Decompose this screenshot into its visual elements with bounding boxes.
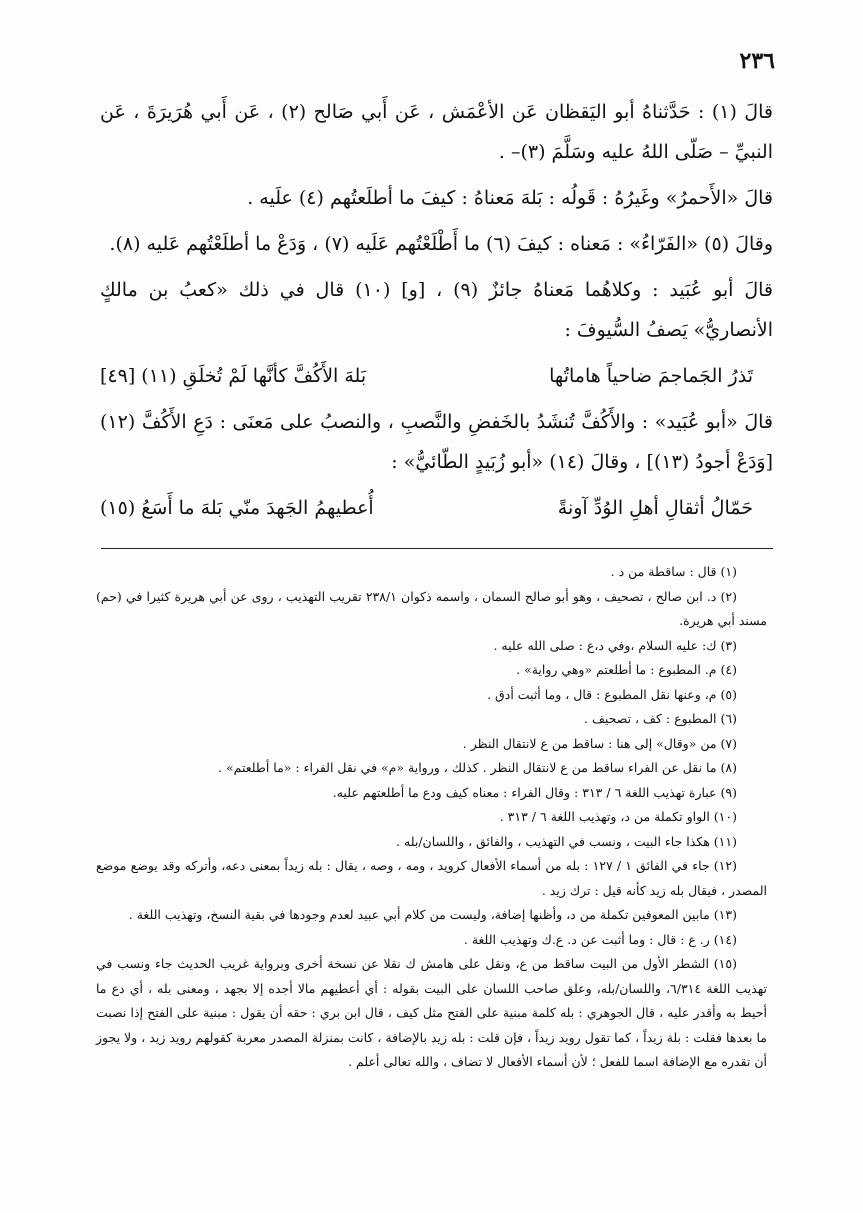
- footnote: (١٣) مابين المعوفين تكملة من د، وأظنها إضافة، وليست من كلام أبي عبيد لعدم وجودها في بقية النسخ، وتهذيب اللغة .: [128, 907, 737, 922]
- footnote: (١٤) ر. ع : قال : وما أثبت عن د. ع.ك وتهذيب اللغة .: [463, 931, 737, 947]
- paragraph-farra: وقالَ (٥) «الفَرّاءُ» : مَعناه : كيفَ (٦) ما أَطْلَعْتُهم عَلَيه (٧) ، وَدَعْ ما أطلَعْتُهم عَليه (٨).: [109, 233, 773, 255]
- page-number: ٢٣٦: [739, 48, 775, 74]
- main-text: [100, 92, 773, 534]
- verse-second-hemistich: بَلهَ الأَكُفَّ كأنَّها لَمْ تُخلَقِ (١١) [٤٩]: [100, 365, 367, 387]
- verse-first-hemistich: حَمّالُ أثقالِ أهلِ الوُدِّ آونةً: [557, 497, 753, 519]
- footnote: (٦) المطبوع : كف ، تصحيف .: [584, 711, 737, 726]
- footnote: (٢) د. ابن صالح ، تصحيف ، وهو أبو صالح السمان ، واسمه ذكوان ٢٣٨/١ تقريب التهذيب ، روى عن أبي هريرة كثيرا في (حم) مسند أبي هريرة.: [96, 588, 767, 628]
- footnote: (٤) م. المطبوع : ما أطلعتم «وهي رواية» .: [516, 662, 737, 677]
- footnote-separator: [101, 548, 773, 549]
- paragraph-grammar: قالَ «أبو عُبَيد» : والأَكُفَّ تُنشَدُ بالخَفضِ والنَّصبِ ، والنصبُ على مَعنَى : دَعِ الأَكُفَّ (١٢) [وَدَعْ أجودُ (١٣)] ، وقالَ (١٤) «أبو زُبَيدٍ الطّائيُّ» :: [100, 411, 773, 473]
- verse-abu-zubaid: [100, 488, 753, 528]
- footnote: (٧) من «وقال» إلى هنا : ساقط من ع لانتقال النظر .: [462, 735, 737, 751]
- verse-kaab: [100, 356, 753, 396]
- paragraph-ahmar: قالَ «الأَحمرُ» وغَيرُهُ : قَولُه : بَلهَ مَعناهُ : كيفَ ما أطلَعتُهم (٤) علَيه .: [247, 187, 773, 209]
- footnote: (١٠) الواو تكملة من د، وتهذيب اللغة ٦ / ٣١٣ .: [499, 809, 737, 824]
- footnotes: [96, 560, 767, 1075]
- footnote: (٨) ما نقل عن الفراء ساقط من ع لانتقال النظر . كذلك ، ورواية «م» في نقل الفراء : «ما أطلعتم» .: [218, 760, 737, 775]
- footnote: (١٥) الشطر الأول من البيت ساقط من ع، ونقل على هامش ك نقلا عن نسخة أخرى وبرواية غريب الحديث جاء ونسب في تهذيب اللغة ٦/٣١٤، واللسان/بله، وعلق صاحب اللسان على البيت بقوله : أي أعطيهم مالا أجده إلا بجهد ، ومعنى بله ، أي دع ما أحيط به وأقدر عليه ، قال الجوهري : بله كلمة مبنية على الفتح مثل كيف ، قال ابن بري : حقه أن يقول : مبنية على الفتح إذا نصبت ما بعدها فقلت : بلة زيداً ، كما تقول رويد زيداً ، فإن قلت : بله زيد بالإضافة ، كانت بمنزلة المصدر معربة كقولهم رويد زيد ، ولا يجوز أن تقدره مع الإضافة اسما للفعل ؛ لأن أسماء الأفعال لا تضاف ، والله تعالى أعلم .: [96, 956, 767, 1069]
- footnote: (٣) ك: عليه السلام ،وفي د،ع : صلى الله عليه .: [493, 637, 737, 653]
- verse-second-hemistich: أُعطيهمُ الجَهدَ منّي بَلهَ ما أَسَعُ (١٥): [100, 497, 374, 519]
- footnote: (١١) هكذا جاء البيت ، ونسب في التهذيب ، والفائق ، واللسان/بله .: [396, 833, 737, 849]
- verse-first-hemistich: تَذرُ الجَماجمَ ضاحياً هاماتُها: [549, 365, 753, 387]
- footnote: (٥) م، وعنها نقل المطبوع : قال ، وما أثبت أدق .: [487, 686, 737, 702]
- paragraph-abu-ubaid: قالَ أبو عُبَيد : وكلاهُما مَعناهُ جائزٌ (٩) ، [و] (١٠) قال في ذلك «كعبُ بن مالكٍ الأنصاريُّ» يَصفُ السُّيوفَ :: [100, 279, 774, 341]
- footnote: (١٢) جاء في الفائق ١ / ١٢٧ : بله من أسماء الأفعال كرويد ، ومه ، وصه ، يقال : بله زيداً بمعنى دعه، وأتركه وقد يوضع موضع المصدر ، فيقال بله زيد كأنه قيل : ترك زيد .: [96, 858, 767, 898]
- footnote: (٩) عبارة تهذيب اللغة ٦ / ٣١٣ : وقال الفراء : معناه كيف ودع ما أطلعتهم عليه.: [332, 784, 737, 800]
- paragraph-isnad: قالَ (١) : حَدَّثناهُ أبو اليَقظان عَن الأعْمَش ، عَن أَبي صَالح (٢) ، عَن أَبي هُرَيرَةَ ، عَن النبيِّ – صَلّى اللهُ عليه وسَلَّمَ (٣)– .: [100, 101, 773, 163]
- footnote: (١) قال : ساقطة من د .: [610, 564, 737, 579]
